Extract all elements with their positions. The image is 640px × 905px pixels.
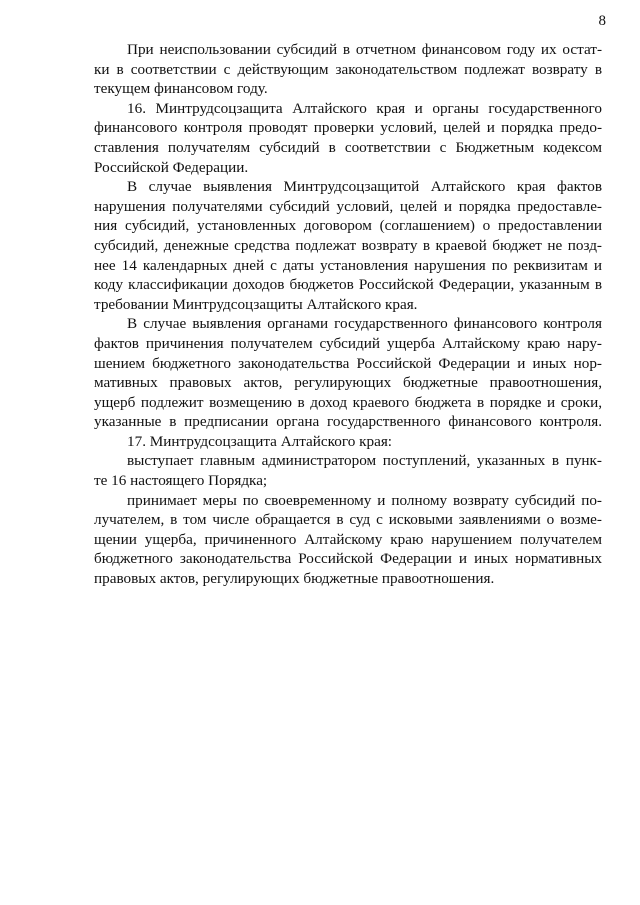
page-number: 8 [598, 13, 606, 29]
text-line: 16. Минтрудсоцзащита Алтайского края и органы государственного [127, 99, 602, 117]
text-line: Российской Федерации. [94, 158, 249, 176]
text-line: те 16 настоящего Порядка; [94, 472, 268, 490]
text-line: бюджетного законодательства Российской Федерации и иных нормативных [94, 550, 602, 568]
text-line: правовых актов, регулирующих бюджетные правоотношения. [94, 570, 495, 588]
text-line: При неиспользовании субсидий в отчетном финансовом году их остат- [127, 41, 602, 58]
text-line: шением бюджетного законодательства Российской Федерации и иных нор- [94, 354, 602, 372]
document-body [94, 40, 602, 589]
text-line: нее 14 календарных дней с даты установления нарушения по реквизитам и [94, 256, 602, 274]
text-line: ки в соответствии с действующим законодательством подлежат возврату в [94, 60, 602, 78]
text-line: 17. Минтрудсоцзащита Алтайского края: [127, 432, 393, 450]
text-line: ставления получателям субсидий в соответствии с Бюджетным кодексом [94, 138, 602, 156]
text-line: коду классификации доходов бюджетов Российской Федерации, указанным в [94, 276, 602, 294]
text-line: фактов причинения получателем субсидий ущерба Алтайскому краю нару- [94, 334, 602, 352]
text-line: ния субсидий, установленных договором (соглашением) о предоставлении [94, 217, 602, 235]
text-line: финансового контроля проводят проверки условий, целей и порядка предо- [94, 119, 602, 137]
text-line: выступает главным администратором поступлений, указанных в пунк- [127, 452, 602, 470]
text-line: принимает меры по своевременному и полному возврату субсидий по- [127, 491, 602, 509]
text-line: лучателем, в том числе обращается в суд с исковыми заявлениями о возме- [94, 511, 602, 529]
text-line: указанные в предписании органа государственного финансового контроля. [94, 413, 602, 431]
text-line: В случае выявления органами государственного финансового контроля [127, 315, 602, 333]
text-line: ущерб подлежит возмещению в доход краевого бюджета в порядке и сроки, [94, 393, 602, 411]
text-line: субсидий, денежные средства подлежат возврату в краевой бюджет не позд- [94, 236, 602, 254]
text-line: мативных правовых актов, регулирующих бюджетные правоотношения, [94, 374, 602, 392]
text-line: текущем финансовом году. [94, 80, 268, 98]
text-line: В случае выявления Минтрудсоцзащитой Алтайского края фактов [127, 178, 602, 196]
text-line: требовании Минтрудсоцзащиты Алтайского края. [94, 295, 418, 313]
text-line: щении ущерба, причиненного Алтайскому краю нарушением получателем [94, 530, 602, 548]
text-line: нарушения получателями субсидий условий, целей и порядка предоставле- [94, 197, 602, 215]
